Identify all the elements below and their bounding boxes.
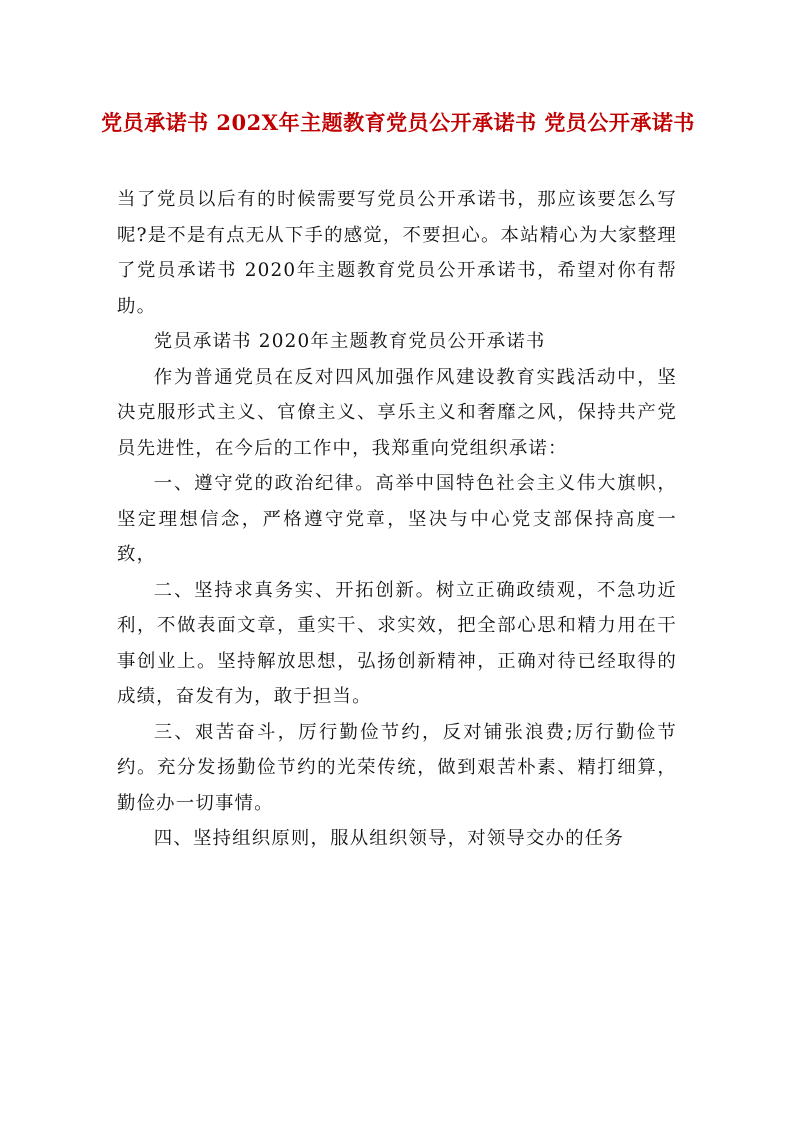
- document-title: 党员承诺书 202X年主题教育党员公开承诺书 党员公开承诺书: [101, 110, 695, 135]
- commitment-paragraph-2: 二、坚持求真务实、开拓创新。树立正确政绩观，不急功近利，不做表面文章，重实干、求实效，把全部心思和精力用在干事创业上。坚持解放思想，弘扬创新精神，正确对待已经取得的成绩，奋发有为，敢于担当。: [117, 579, 677, 707]
- preamble-paragraph: 作为普通党员在反对四风加强作风建设教育实践活动中，坚决克服形式主义、官僚主义、享乐主义和奢靡之风，保持共产党员先进性，在今后的工作中，我郑重向党组织承诺：: [117, 366, 677, 459]
- document-body: [117, 182, 677, 857]
- commitment-paragraph-1: 一、遵守党的政治纪律。高举中国特色社会主义伟大旗帜，坚定理想信念，严格遵守党章，坚决与中心党支部保持高度一致，: [117, 473, 677, 565]
- intro-paragraph: 当了党员以后有的时候需要写党员公开承诺书，那应该要怎么写呢?是不是有点无从下手的感觉，不要担心。本站精心为大家整理了党员承诺书 2020年主题教育党员公开承诺书，希望对你有帮助。: [117, 189, 677, 317]
- section-heading: 党员承诺书 2020年主题教育党员公开承诺书: [153, 331, 546, 352]
- commitment-paragraph-4: 四、坚持组织原则，服从组织领导，对领导交办的任务: [153, 828, 624, 849]
- commitment-paragraph-3: 三、艰苦奋斗，厉行勤俭节约，反对铺张浪费;厉行勤俭节约。充分发扬勤俭节约的光荣传统，做到艰苦朴素、精打细算，勤俭办一切事情。: [117, 721, 677, 814]
